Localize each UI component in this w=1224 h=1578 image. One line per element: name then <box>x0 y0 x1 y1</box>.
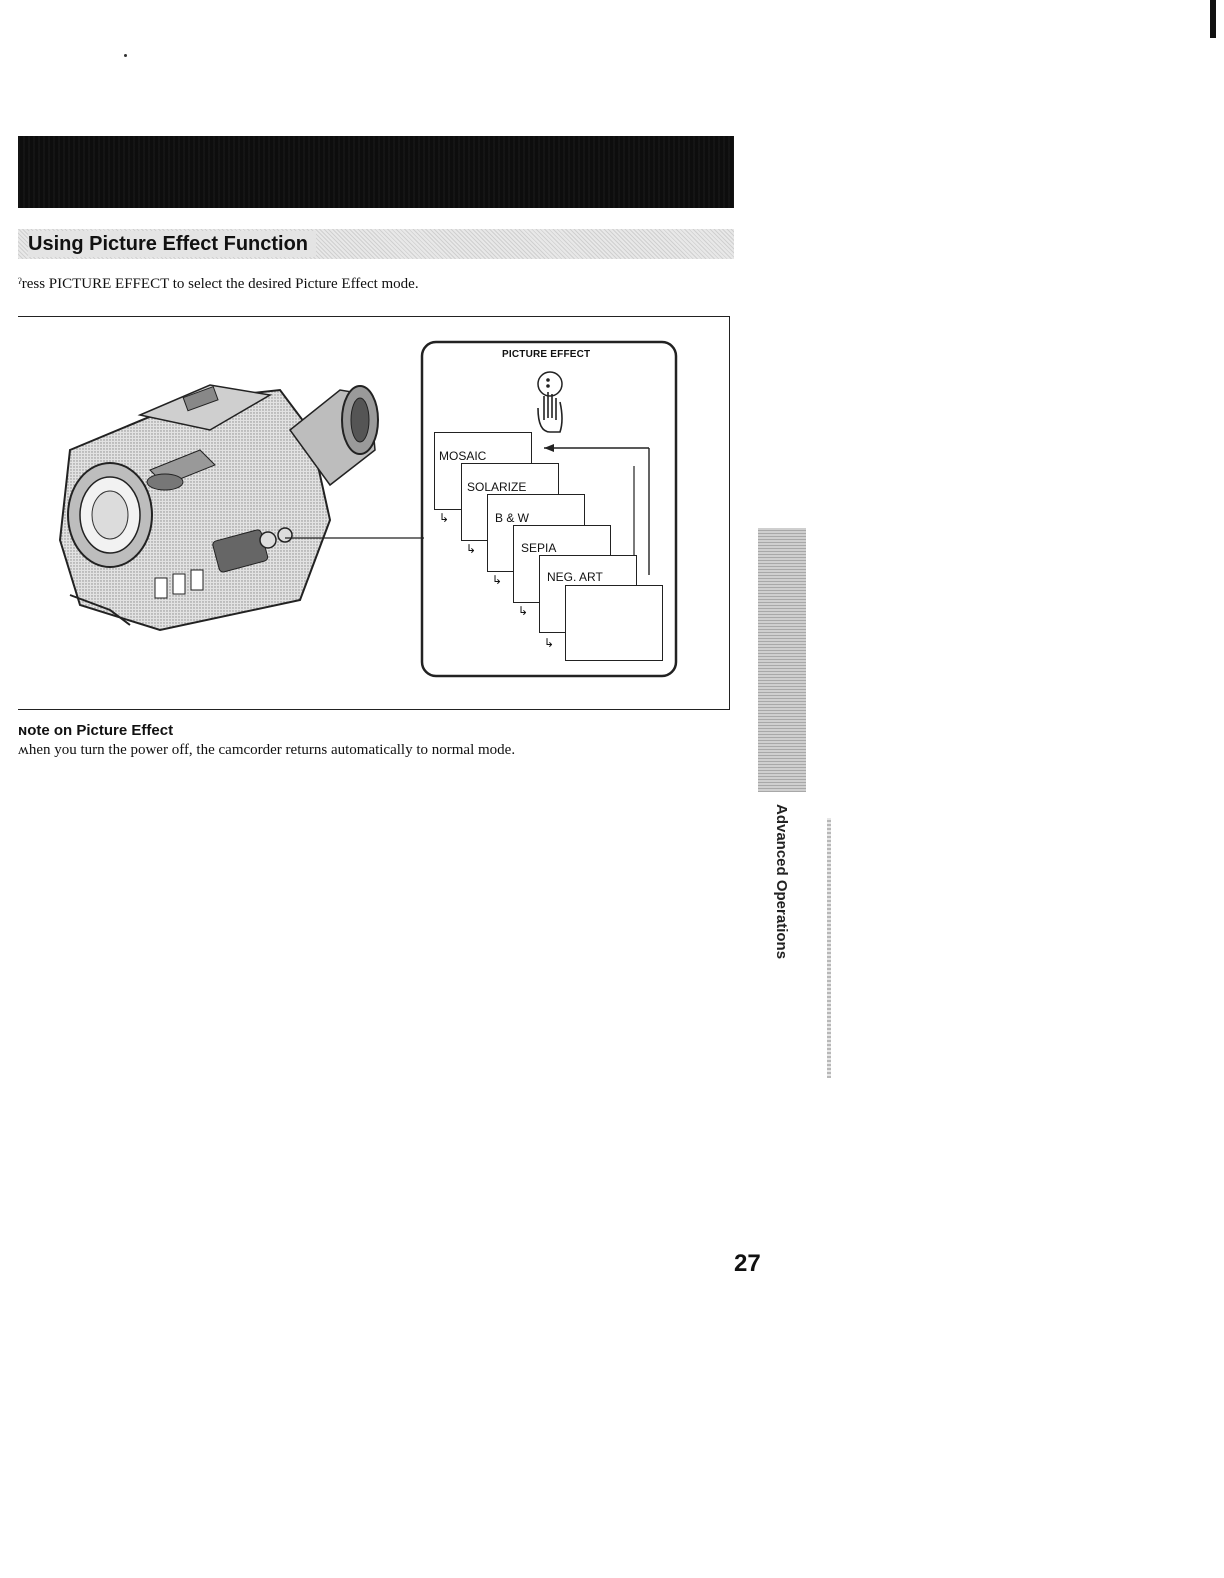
intro-text: ˀress PICTURE EFFECT to select the desired Picture Effect mode. <box>18 276 419 292</box>
scan-speck <box>124 54 127 57</box>
note-title: ɴote on Picture Effect <box>18 722 174 739</box>
chapter-side-tab <box>758 528 806 792</box>
cascade-arrow-icon: ↳ <box>466 542 477 556</box>
mode-label-bw: B & W <box>495 511 530 525</box>
mode-label-solarize: SOLARIZE <box>467 480 527 494</box>
pointing-hand-icon <box>538 392 562 432</box>
cascade-arrow-icon: ↳ <box>492 573 503 587</box>
chapter-side-label: Advanced Operations <box>773 804 790 960</box>
picture-effect-button-icon <box>538 372 562 396</box>
side-margin-line <box>827 818 831 1078</box>
mode-label-mosaic: MOSAIC <box>439 449 487 463</box>
mode-label-neg-art: NEG. ART <box>547 570 603 584</box>
cascade-arrow-icon: ↳ <box>518 604 529 618</box>
mode-label-sepia: SEPIA <box>521 541 557 555</box>
picture-effect-button-label: PICTURE EFFECT <box>502 349 591 360</box>
cascade-arrow-icon: ↳ <box>439 511 450 525</box>
cascade-arrow-icon: ↳ <box>544 636 555 650</box>
page-edge-mark <box>1210 0 1216 38</box>
page-number: 27 <box>734 1250 761 1277</box>
mode-frame-normal <box>565 585 663 661</box>
note-body: ʍhen you turn the power off, the camcorder returns automatically to normal mode. <box>18 742 516 758</box>
camcorder-illustration <box>40 370 440 640</box>
chapter-banner <box>18 136 734 208</box>
section-heading: Using Picture Effect Function <box>28 231 316 257</box>
